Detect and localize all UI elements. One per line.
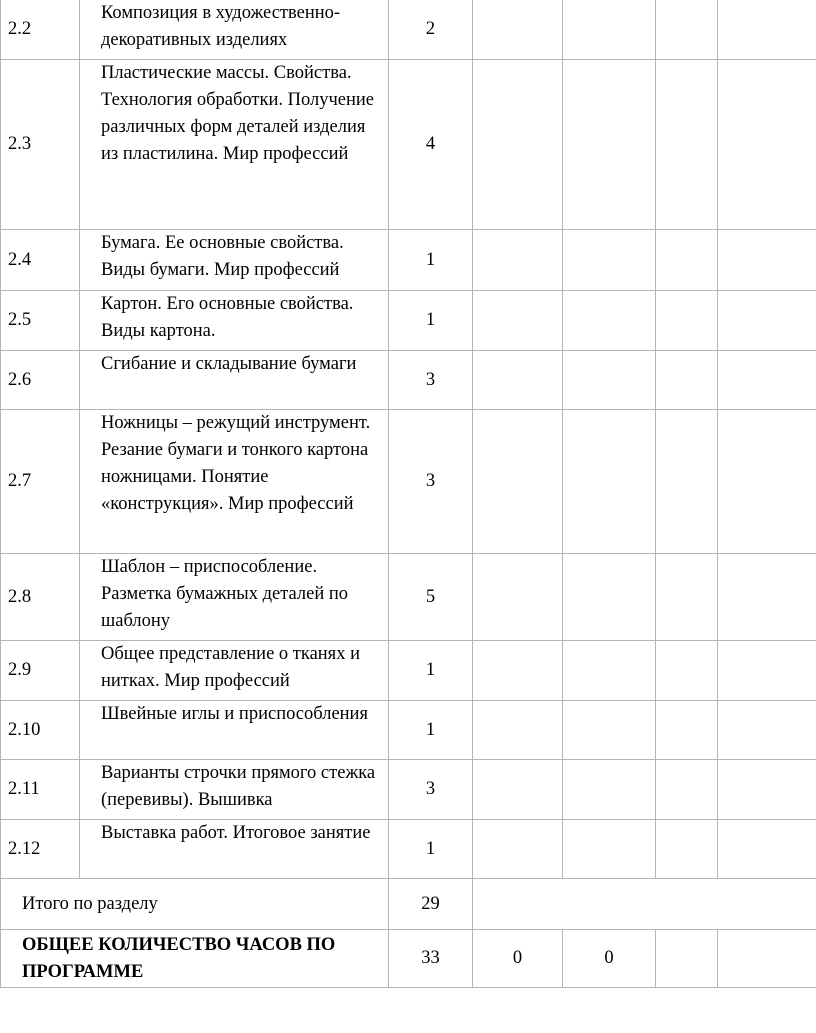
empty-cell [473, 351, 563, 410]
empty-cell [563, 820, 656, 879]
row-number: 2.3 [1, 60, 80, 230]
empty-cell [656, 554, 718, 641]
empty-cell [656, 760, 718, 820]
section-total-row [1, 879, 816, 930]
table-row [1, 701, 816, 760]
row-hours: 2 [389, 0, 473, 60]
section-total-hours: 29 [389, 879, 473, 930]
row-topic: Пластические массы. Свойства. Технология обработки. Получение различных форм деталей изделия из пластилина. Мир профессий [80, 60, 389, 230]
row-hours: 1 [389, 820, 473, 879]
row-topic: Композиция в художественно-декоративных изделиях [80, 0, 389, 60]
row-hours: 3 [389, 410, 473, 554]
row-topic: Выставка работ. Итоговое занятие [80, 820, 389, 879]
table-row [1, 351, 816, 410]
empty-cell [473, 879, 816, 930]
row-number: 2.4 [1, 230, 80, 291]
table-row [1, 820, 816, 879]
row-number: 2.6 [1, 351, 80, 410]
row-topic: Бумага. Ее основные свойства. Виды бумаги. Мир профессий [80, 230, 389, 291]
empty-cell [563, 351, 656, 410]
row-hours: 1 [389, 291, 473, 351]
row-hours: 1 [389, 701, 473, 760]
empty-cell [473, 641, 563, 701]
row-topic: Общее представление о тканях и нитках. Мир профессий [80, 641, 389, 701]
row-number: 2.8 [1, 554, 80, 641]
empty-cell [473, 760, 563, 820]
table-row [1, 60, 816, 230]
table-row [1, 291, 816, 351]
empty-cell [718, 930, 816, 988]
row-number: 2.9 [1, 641, 80, 701]
empty-cell [656, 230, 718, 291]
empty-cell [656, 60, 718, 230]
row-hours: 1 [389, 641, 473, 701]
empty-cell [718, 351, 816, 410]
empty-cell [656, 820, 718, 879]
row-topic: Швейные иглы и приспособления [80, 701, 389, 760]
table-row [1, 641, 816, 701]
empty-cell [563, 0, 656, 60]
row-number: 2.7 [1, 410, 80, 554]
empty-cell [718, 820, 816, 879]
empty-cell [473, 230, 563, 291]
row-number: 2.5 [1, 291, 80, 351]
row-topic: Картон. Его основные свойства. Виды картона. [80, 291, 389, 351]
empty-cell [718, 291, 816, 351]
empty-cell [718, 641, 816, 701]
row-hours: 3 [389, 351, 473, 410]
row-hours: 5 [389, 554, 473, 641]
empty-cell [473, 820, 563, 879]
empty-cell [718, 410, 816, 554]
empty-cell [563, 554, 656, 641]
table-row [1, 230, 816, 291]
table-row [1, 554, 816, 641]
empty-cell [473, 554, 563, 641]
empty-cell [563, 760, 656, 820]
empty-cell [656, 410, 718, 554]
empty-cell [656, 0, 718, 60]
empty-cell [563, 701, 656, 760]
empty-cell [718, 701, 816, 760]
empty-cell [473, 701, 563, 760]
empty-cell [718, 60, 816, 230]
empty-cell [563, 230, 656, 291]
empty-cell [473, 410, 563, 554]
row-number: 2.12 [1, 820, 80, 879]
row-topic: Варианты строчки прямого стежка (перевивы). Вышивка [80, 760, 389, 820]
table-row [1, 410, 816, 554]
empty-cell [563, 641, 656, 701]
row-hours: 3 [389, 760, 473, 820]
row-hours: 1 [389, 230, 473, 291]
grand-total-control: 0 [473, 930, 563, 988]
empty-cell [473, 0, 563, 60]
empty-cell [718, 0, 816, 60]
empty-cell [563, 410, 656, 554]
row-number: 2.11 [1, 760, 80, 820]
row-number: 2.10 [1, 701, 80, 760]
empty-cell [656, 291, 718, 351]
empty-cell [563, 291, 656, 351]
grand-total-label: ОБЩЕЕ КОЛИЧЕСТВО ЧАСОВ ПО ПРОГРАММЕ [1, 930, 389, 988]
grand-total-practical: 0 [563, 930, 656, 988]
row-hours: 4 [389, 60, 473, 230]
section-total-label: Итого по разделу [1, 879, 389, 930]
row-topic: Шаблон – приспособление. Разметка бумажных деталей по шаблону [80, 554, 389, 641]
grand-total-row [1, 930, 816, 988]
empty-cell [718, 760, 816, 820]
empty-cell [656, 701, 718, 760]
empty-cell [563, 60, 656, 230]
row-topic: Ножницы – режущий инструмент. Резание бумаги и тонкого картона ножницами. Понятие «конструкция». Мир профессий [80, 410, 389, 554]
table-row [1, 760, 816, 820]
empty-cell [718, 230, 816, 291]
empty-cell [718, 554, 816, 641]
empty-cell [473, 60, 563, 230]
grand-total-hours: 33 [389, 930, 473, 988]
empty-cell [656, 930, 718, 988]
table-row [1, 0, 816, 60]
empty-cell [473, 291, 563, 351]
empty-cell [656, 351, 718, 410]
row-number: 2.2 [1, 0, 80, 60]
empty-cell [656, 641, 718, 701]
row-topic: Сгибание и складывание бумаги [80, 351, 389, 410]
